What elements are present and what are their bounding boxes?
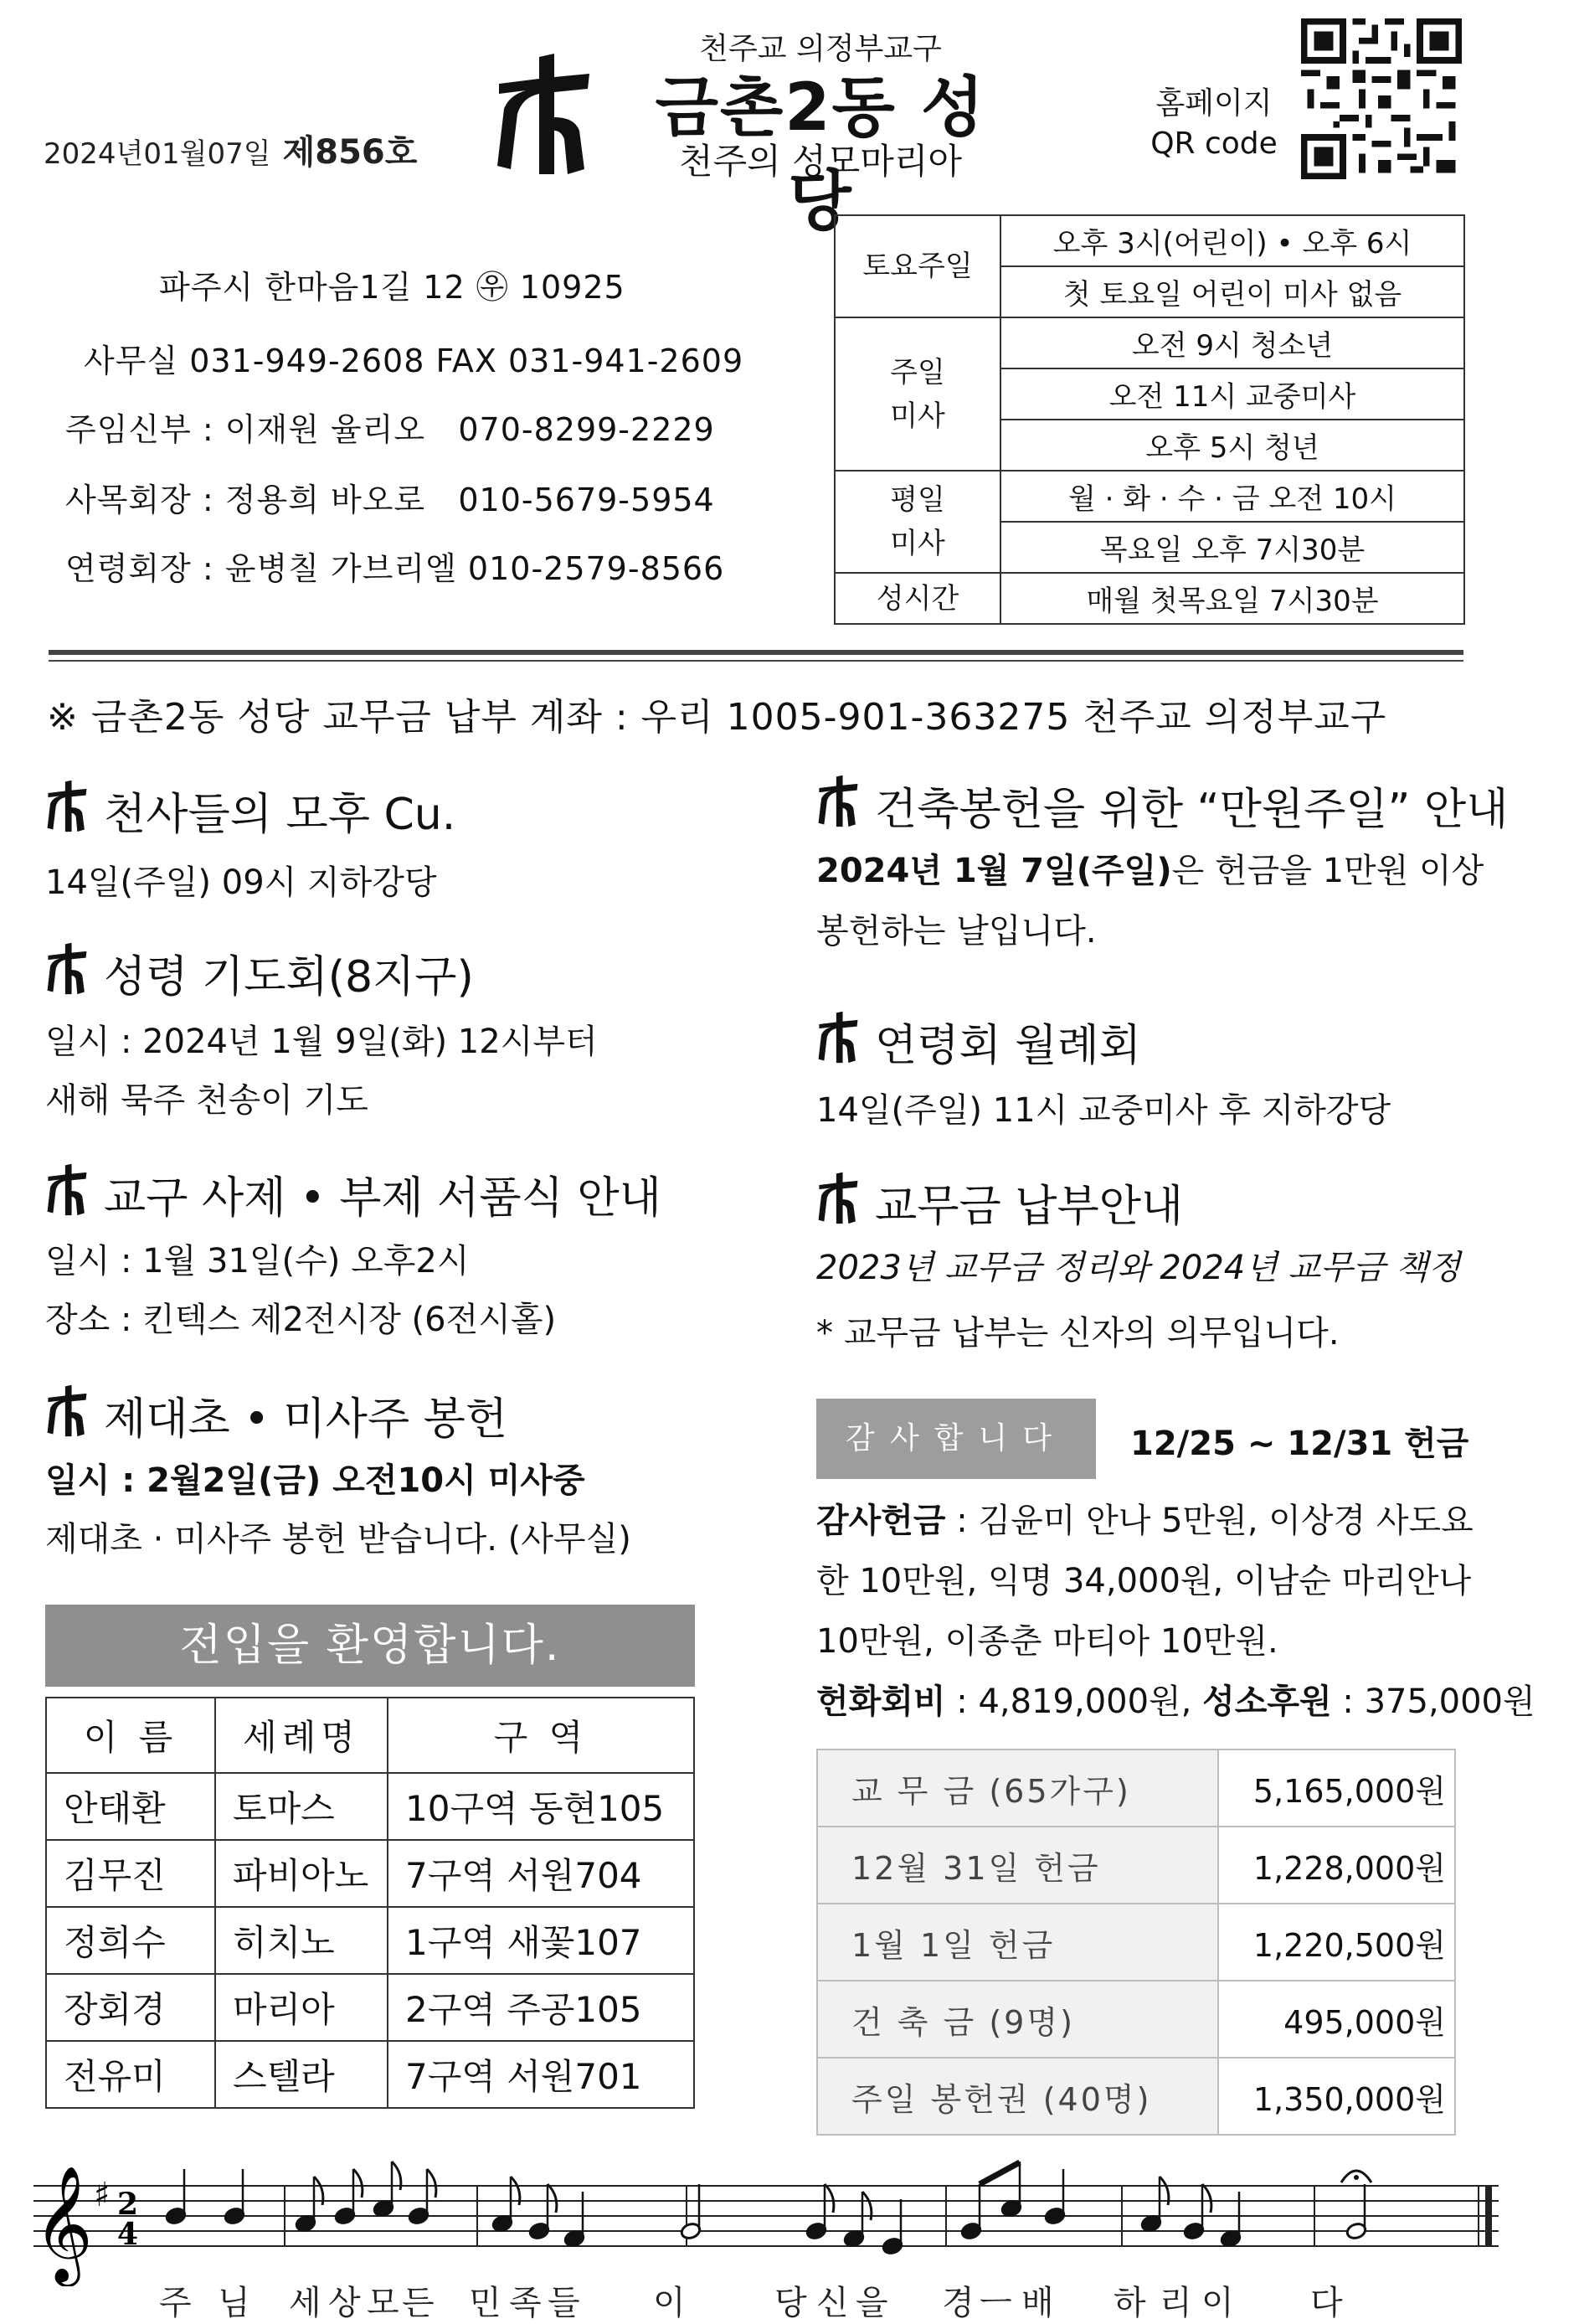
cell-name: 정희수 — [46, 1907, 215, 1974]
lyric-syllable: 이 — [1201, 2284, 1234, 2322]
cell-name: 장회경 — [46, 1974, 215, 2041]
note-flag — [825, 2184, 834, 2213]
lyric-syllable: 하 — [1114, 2284, 1146, 2322]
dues-account-notice: ※ 금촌2동 성당 교무금 납부 계좌 : 우리 1005-901-363275 천주교 의정부교구 — [47, 696, 1387, 739]
final-bar-thick — [1485, 2186, 1492, 2246]
mass-adoration: 매월 첫목요일 7시30분 — [1000, 573, 1464, 624]
council-chair-contact: 사목회장 : 정용희 바오로 010-5679-5954 — [65, 482, 715, 518]
ordination-date: 일시 : 1월 31일(수) 오후2시 — [45, 1242, 470, 1281]
prayer-date: 일시 : 2024년 1월 9일(화) 12시부터 — [45, 1023, 598, 1061]
offering-date: 일시 : 2월2일(금) 오전10시 미사중 — [45, 1461, 585, 1500]
section-marker-icon — [45, 1384, 89, 1437]
thanks-date-range: 12/25 ~ 12/31 헌금 — [1130, 1425, 1469, 1463]
cell-district: 7구역 서원704 — [388, 1840, 694, 1907]
building-date: 2024년 1월 7일(주일) — [816, 852, 1172, 890]
building-desc-line2: 봉헌하는 날입니다. — [816, 912, 1097, 951]
section-title-dues — [816, 1171, 1183, 1234]
church-logo-icon — [492, 50, 594, 176]
thanks-line1 — [816, 1491, 1474, 1551]
offering-totals-table — [816, 1749, 1456, 2136]
mass-weekday-2: 목요일 오후 7시30분 — [1000, 522, 1464, 573]
lyric-syllable: ㅡ — [980, 2284, 1012, 2322]
mass-saturday-times: 오후 3시(어린이) • 오후 6시 — [1000, 215, 1464, 266]
lyric-syllable: 세 — [289, 2284, 321, 2322]
section-marker-icon — [816, 774, 860, 827]
dues-value: : 4,819,000원, — [945, 1682, 1203, 1721]
section-title-building-text: 건축봉헌을 위한 “만원주일” 안내 — [875, 785, 1509, 835]
thanks-totals — [816, 1672, 1535, 1732]
thanks-donors-3: 10만원, 이종춘 마티아 10만원. — [816, 1622, 1278, 1661]
table-row — [46, 1840, 694, 1907]
section-title-cu — [45, 779, 455, 842]
offering-amount: 1,228,000원 — [1218, 1827, 1455, 1904]
section-marker-icon — [45, 941, 89, 995]
homepage-label-line2: QR code — [1150, 126, 1278, 161]
cell-baptismal-name: 파비아노 — [215, 1840, 388, 1907]
offering-item: 1월 1일 헌금 — [817, 1904, 1218, 1981]
offering-amount: 1,220,500원 — [1218, 1904, 1455, 1981]
mass-label-saturday: 토요주일 — [835, 215, 1000, 317]
thanks-label: 감사헌금 — [816, 1502, 946, 1540]
dues-label: 헌화회비 — [816, 1682, 946, 1721]
welcome-banner: 전입을 환영합니다. — [45, 1605, 695, 1687]
mass-weekday-1: 월 · 화 · 수 · 금 오전 10시 — [1000, 471, 1464, 522]
mass-sunday-1: 오전 9시 청소년 — [1000, 317, 1464, 368]
lyric-syllable: 배 — [1021, 2284, 1054, 2322]
section-title-elders — [816, 1010, 1141, 1073]
col-header-name: 이 름 — [46, 1698, 215, 1773]
note-beam — [980, 2162, 1020, 2184]
mass-schedule-table — [834, 214, 1465, 625]
lyric-syllable: 모 — [367, 2284, 399, 2322]
note-flag — [427, 2169, 436, 2198]
mass-sunday-3: 오후 5시 청년 — [1000, 420, 1464, 471]
lyric-syllable: 신 — [816, 2284, 849, 2322]
diocese-name: 천주교 의정부교구 — [699, 32, 942, 66]
church-name: 금촌2동 성당 — [655, 70, 986, 240]
building-desc-line1 — [816, 841, 1484, 901]
offering-desc: 제대초 · 미사주 봉헌 받습니다. (사무실) — [45, 1520, 631, 1559]
cell-name: 전유미 — [46, 2041, 215, 2108]
section-title-dues-text: 교무금 납부안내 — [875, 1182, 1184, 1232]
pastor-contact: 주임신부 : 이재원 율리오 070-8299-2229 — [65, 411, 715, 448]
table-row — [817, 1904, 1455, 1981]
lyric-syllable: 을 — [856, 2284, 888, 2322]
new-parishioners-table — [45, 1697, 695, 2109]
issue-number: 제856호 — [282, 133, 418, 172]
table-row — [817, 1827, 1455, 1904]
music-staff — [33, 2152, 1499, 2286]
section-title-ordination-text: 교구 사제 • 부제 서품식 안내 — [104, 1173, 661, 1224]
dues-notice: 2023년 교무금 정리와 2024년 교무금 책정 — [816, 1249, 1461, 1287]
note-flag — [1202, 2184, 1211, 2213]
section-title-elders-text: 연령회 월례회 — [875, 1021, 1141, 1071]
lyric-syllable: 족 — [509, 2284, 542, 2322]
cell-name: 김무진 — [46, 1840, 215, 1907]
time-signature-bottom: 4 — [117, 2217, 139, 2252]
lyric-syllable: 경 — [942, 2284, 975, 2322]
section-marker-icon — [816, 1171, 860, 1224]
treble-clef-icon: 𝄞 — [33, 2166, 93, 2282]
elders-chair-contact: 연령회장 : 윤병칠 가브리엘 010-2579-8566 — [65, 550, 725, 587]
cell-district: 1구역 새꽃107 — [388, 1907, 694, 1974]
lyric-syllable: 주 — [159, 2284, 192, 2322]
section-title-building — [816, 774, 1508, 837]
patron-saint: 천주의 성모마리아 — [679, 141, 962, 182]
divider-top — [49, 650, 1463, 655]
thanks-donors-1: : 김윤미 안나 5만원, 이상경 사도요 — [945, 1502, 1474, 1540]
table-row — [46, 2041, 694, 2108]
section-title-cu-text: 천사들의 모후 Cu. — [104, 790, 456, 840]
prayer-desc: 새해 묵주 천송이 기도 — [45, 1081, 368, 1120]
mass-label-weekday-1: 평일 — [890, 483, 945, 517]
cell-baptismal-name: 마리아 — [215, 1974, 388, 2041]
section-marker-icon — [45, 1162, 89, 1216]
lyric-syllable: 당 — [774, 2284, 807, 2322]
qr-code-icon[interactable] — [1301, 18, 1462, 179]
offering-item: 건 축 금 (9명) — [817, 1981, 1218, 2058]
mass-label-adoration: 성시간 — [835, 573, 1000, 624]
lyric-syllable: 상 — [328, 2284, 361, 2322]
cell-baptismal-name: 토마스 — [215, 1773, 388, 1840]
sharp-icon: ♯ — [94, 2176, 111, 2214]
lyric-syllable: 리 — [1160, 2284, 1192, 2322]
cell-baptismal-name: 스텔라 — [215, 2041, 388, 2108]
section-title-offering-text: 제대초 • 미사주 봉헌 — [104, 1394, 508, 1445]
offering-amount: 5,165,000원 — [1218, 1749, 1455, 1827]
cu-schedule: 14일(주일) 09시 지하강당 — [45, 863, 437, 902]
lyric-syllable: 다 — [1310, 2284, 1343, 2322]
thanks-banner: 감사합니다 — [816, 1399, 1096, 1479]
table-row — [817, 1981, 1455, 2058]
section-marker-icon — [816, 1010, 860, 1064]
mass-sunday-2: 오전 11시 교중미사 — [1000, 368, 1464, 420]
office-contact: 사무실 031-949-2608 FAX 031-941-2609 — [84, 343, 744, 379]
section-marker-icon — [45, 779, 89, 832]
mass-label-sunday — [835, 317, 1000, 471]
offering-item: 주일 봉헌권 (40명) — [817, 2058, 1218, 2135]
cell-district: 2구역 주공105 — [388, 1974, 694, 2041]
table-row — [46, 1974, 694, 2041]
offering-amount: 495,000원 — [1218, 1981, 1455, 2058]
divider-bottom — [49, 660, 1463, 662]
offering-item: 12월 31일 헌금 — [817, 1827, 1218, 1904]
fermata-dot — [1354, 2175, 1359, 2180]
lyric-syllable: 든 — [402, 2284, 435, 2322]
lyric-syllable: 님 — [218, 2284, 250, 2322]
lyric-syllable: 이 — [653, 2284, 686, 2322]
ordination-place: 장소 : 킨텍스 제2전시장 (6전시홀) — [45, 1301, 557, 1339]
section-title-prayer-text: 성령 기도회(8지구) — [104, 952, 474, 1002]
mass-label-sunday-1: 주일 — [890, 355, 945, 389]
note-flag — [353, 2169, 363, 2198]
offering-item: 교 무 금 (65가구) — [817, 1749, 1218, 1827]
cell-name: 안태환 — [46, 1773, 215, 1840]
table-row — [817, 2058, 1455, 2135]
thanks-donors-2: 한 10만원, 익명 34,000원, 이남순 마리안나 — [816, 1562, 1472, 1600]
table-row — [46, 1773, 694, 1840]
dues-duty: * 교무금 납부는 신자의 의무입니다. — [816, 1314, 1340, 1353]
elders-meeting: 14일(주일) 11시 교중미사 후 지하강당 — [816, 1091, 1391, 1130]
mass-saturday-note: 첫 토요일 어린이 미사 없음 — [1000, 266, 1464, 317]
parish-address: 파주시 한마음1길 12 ㉾ 10925 — [159, 269, 625, 306]
sanct-label: 성소후원 — [1202, 1682, 1332, 1721]
col-header-baptismal: 세례명 — [215, 1698, 388, 1773]
mass-label-weekday-2: 미사 — [890, 527, 945, 560]
section-title-ordination — [45, 1162, 661, 1225]
note-flag — [548, 2184, 557, 2213]
building-desc: 은 헌금을 1만원 이상 — [1171, 852, 1484, 890]
time-signature-top: 2 — [117, 2187, 139, 2222]
sanct-value: : 375,000원 — [1331, 1682, 1535, 1721]
mass-label-weekday — [835, 471, 1000, 573]
mass-label-sunday-2: 미사 — [890, 399, 945, 433]
table-row — [46, 1907, 694, 1974]
homepage-label — [1130, 84, 1298, 164]
col-header-district: 구 역 — [388, 1698, 694, 1773]
lyric-syllable: 민 — [469, 2284, 501, 2322]
lyric-syllable: 들 — [548, 2284, 580, 2322]
cell-district: 10구역 동현105 — [388, 1773, 694, 1840]
offering-amount: 1,350,000원 — [1218, 2058, 1455, 2135]
section-title-prayer — [45, 941, 474, 1004]
issue-date-line — [44, 126, 417, 173]
issue-date: 2024년01월07일 — [44, 137, 271, 171]
table-row — [817, 1749, 1455, 1827]
homepage-label-line1: 홈페이지 — [1155, 86, 1273, 121]
cell-district: 7구역 서원701 — [388, 2041, 694, 2108]
cell-baptismal-name: 히치노 — [215, 1907, 388, 1974]
section-title-offering — [45, 1384, 507, 1446]
